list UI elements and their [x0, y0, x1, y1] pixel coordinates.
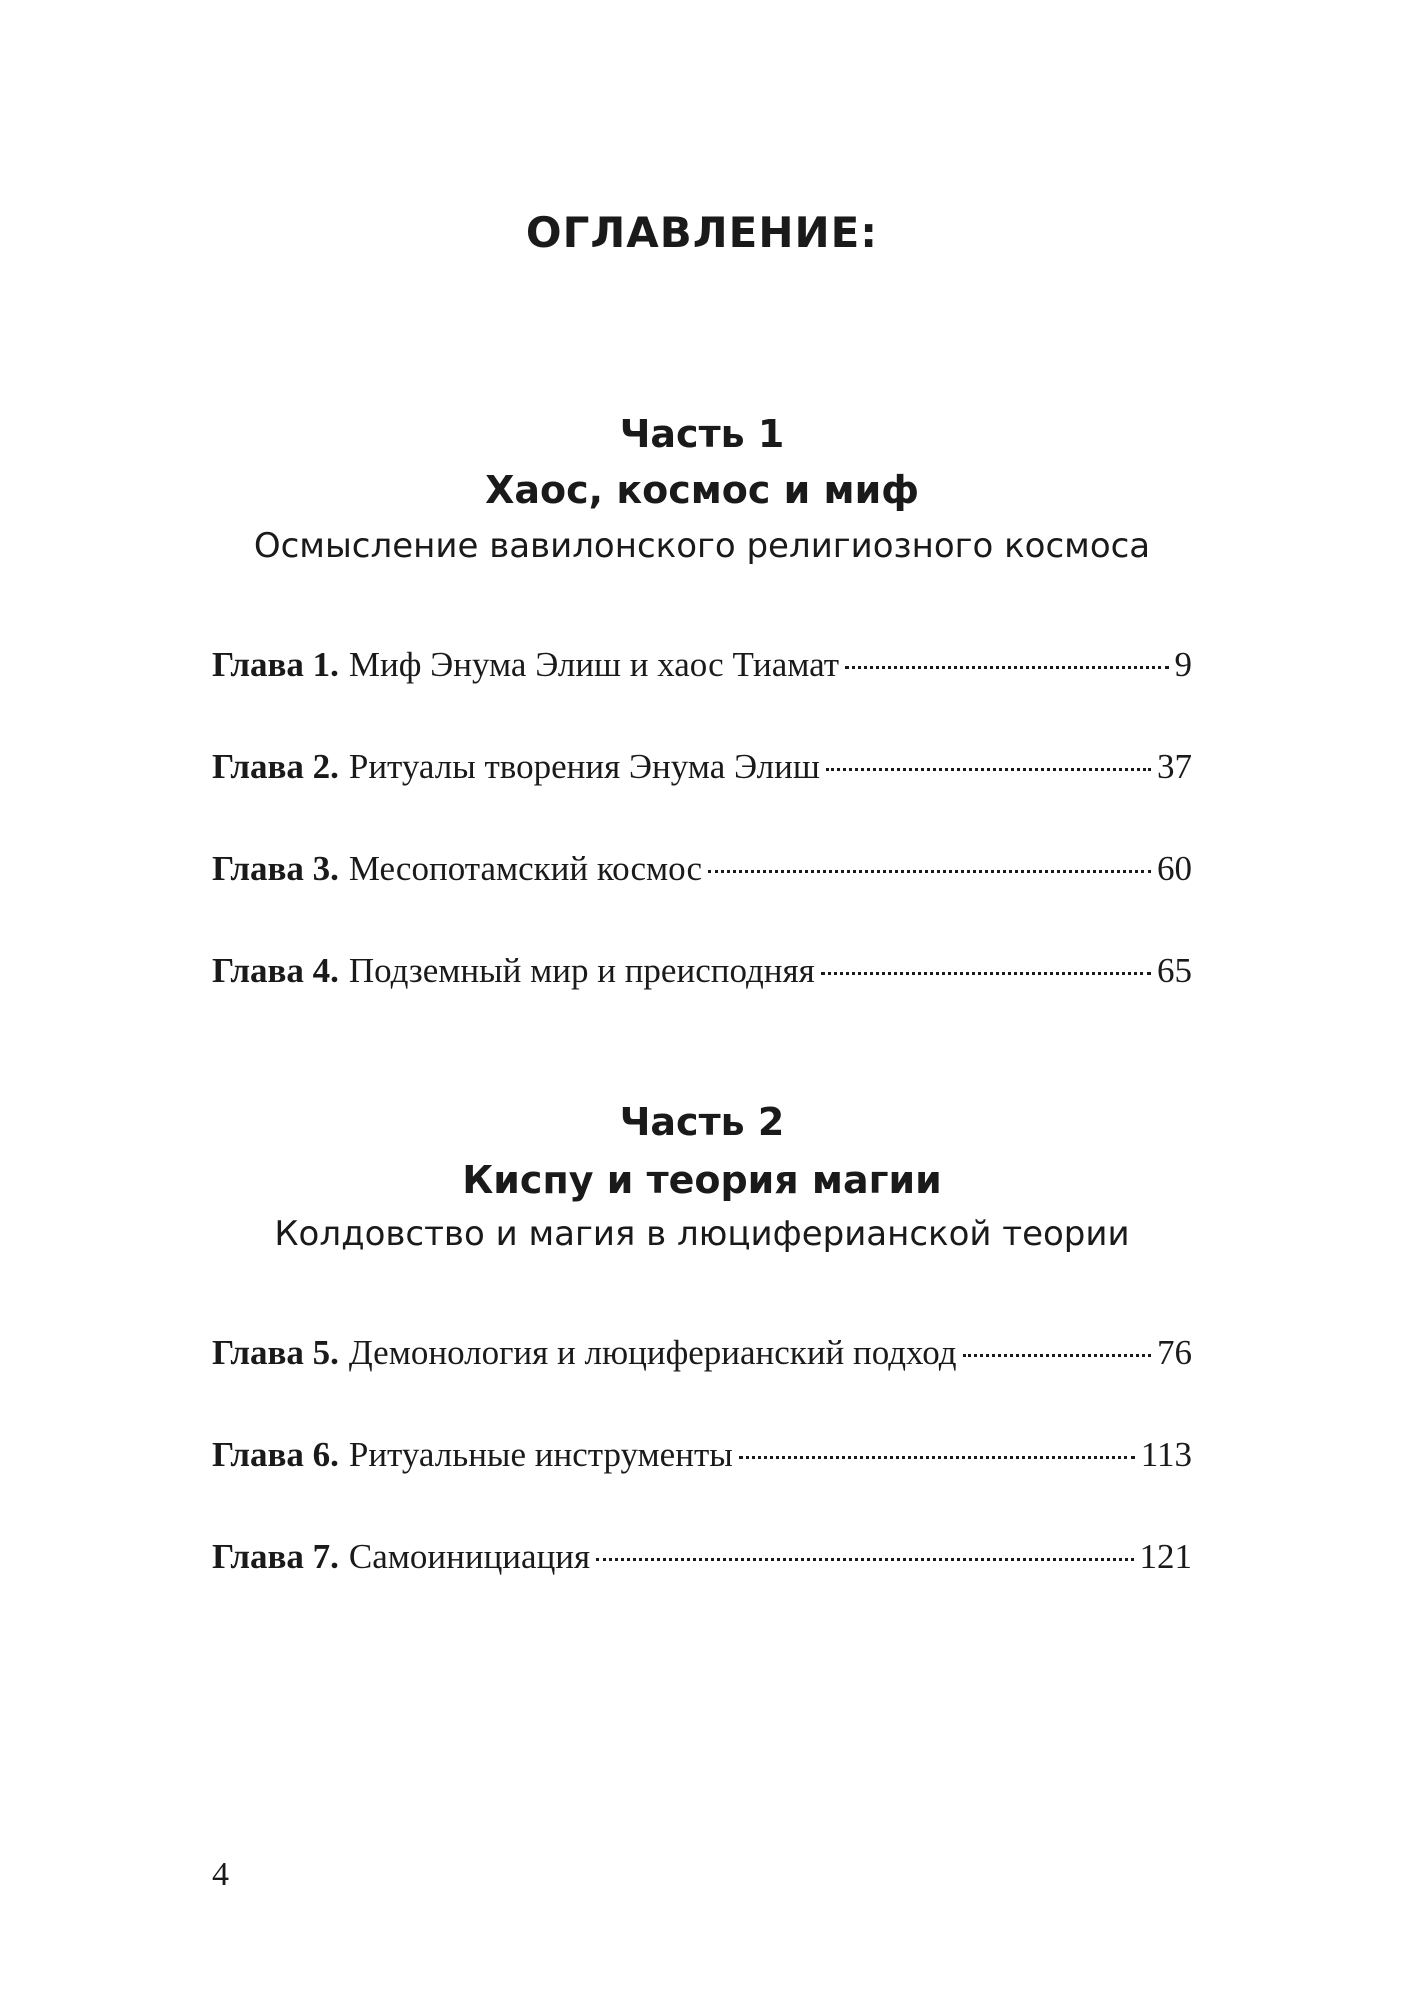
- dot-leader: [963, 1354, 1151, 1357]
- chapter-page-number: 65: [1157, 951, 1192, 990]
- chapter-title: Подземный мир и преисподняя: [348, 951, 815, 990]
- chapter-label: Глава 4.: [212, 951, 339, 990]
- dot-leader: [821, 972, 1151, 975]
- chapter-page-number: 113: [1140, 1435, 1192, 1474]
- chapter-title: Ритуалы творения Энума Элиш: [348, 747, 820, 786]
- dot-leader: [739, 1456, 1135, 1459]
- chapter-page-number: 60: [1157, 849, 1192, 888]
- chapter-page-number: 76: [1157, 1333, 1192, 1372]
- chapter-label: Глава 5.: [212, 1333, 339, 1372]
- chapter-title: Месопотамский космос: [348, 849, 703, 888]
- part-1-label: Часть 1: [619, 412, 785, 456]
- chapter-page-number: 9: [1174, 645, 1192, 684]
- dot-leader: [708, 870, 1151, 873]
- chapter-page-number: 37: [1157, 747, 1192, 786]
- dot-leader: [845, 666, 1168, 669]
- part-2-subtitle: Колдовство и магия в люциферианской теории: [274, 1214, 1130, 1254]
- dot-leader: [596, 1558, 1133, 1561]
- chapter-label: Глава 3.: [212, 849, 339, 888]
- toc-entry-chapter-4[interactable]: [212, 951, 1192, 991]
- chapter-title: Миф Энума Элиш и хаос Тиамат: [348, 645, 840, 684]
- chapter-label: Глава 1.: [212, 645, 339, 684]
- chapter-title: Ритуальные инструменты: [348, 1435, 733, 1474]
- chapter-label: Глава 7.: [212, 1537, 339, 1576]
- page-number: 4: [212, 1856, 229, 1893]
- toc-entry-chapter-6[interactable]: [212, 1435, 1192, 1475]
- chapter-label: Глава 6.: [212, 1435, 339, 1474]
- toc-entry-chapter-2[interactable]: [212, 747, 1192, 787]
- chapter-label: Глава 2.: [212, 747, 339, 786]
- toc-title: ОГЛАВЛЕНИЕ:: [525, 208, 879, 257]
- part-2-label: Часть 2: [619, 1100, 785, 1144]
- chapter-page-number: 121: [1139, 1537, 1192, 1576]
- part-2-title: Киспу и теория магии: [462, 1158, 942, 1202]
- dot-leader: [826, 768, 1151, 771]
- toc-entry-chapter-3[interactable]: [212, 849, 1192, 889]
- part-1-title: Хаос, космос и миф: [485, 468, 919, 512]
- part-1-subtitle: Осмысление вавилонского религиозного космоса: [253, 526, 1151, 566]
- toc-entry-chapter-7[interactable]: [212, 1537, 1192, 1577]
- chapter-title: Демонология и люциферианский подход: [348, 1333, 957, 1372]
- chapter-title: Самоинициация: [348, 1537, 591, 1576]
- toc-entry-chapter-1[interactable]: [212, 645, 1192, 685]
- toc-entry-chapter-5[interactable]: [212, 1333, 1192, 1373]
